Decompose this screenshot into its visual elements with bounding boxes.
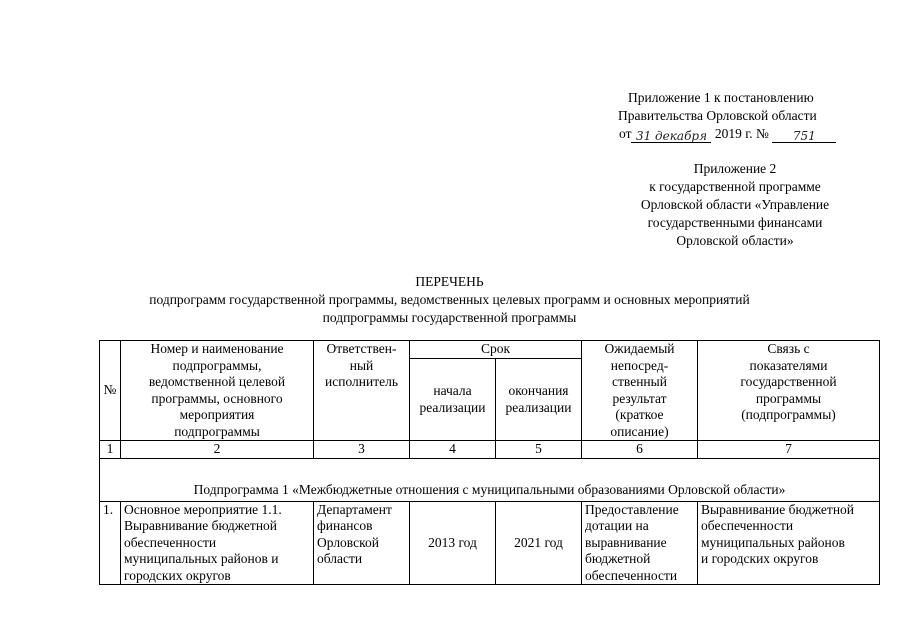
document-title (0, 273, 899, 327)
header-result-line: (краткое (615, 407, 664, 422)
header-link-line: Связь с (767, 341, 810, 356)
row-end: 2021 год (496, 501, 582, 585)
header-responsible (314, 341, 410, 441)
title-heading: ПЕРЕЧЕНЬ (415, 274, 484, 289)
header-name-line: мероприятия (179, 407, 255, 422)
row-name-line: муниципальных районов и (124, 551, 279, 566)
col-number: 3 (314, 441, 410, 459)
row-responsible-line: Орловской (317, 534, 379, 550)
row-name-line: обеспеченности (124, 534, 217, 550)
appendix-2-line-5: Орловской области» (676, 233, 794, 248)
row-name (121, 501, 314, 585)
header-start-line: начала (433, 383, 472, 398)
order-date: 31 декабря (631, 127, 711, 143)
row-link-line: и городских округов (701, 551, 819, 566)
row-link-line: Выравнивание бюджетной (701, 501, 855, 517)
row-result-line: бюджетной (585, 551, 651, 566)
header-name-line: подпрограммы, (172, 357, 262, 373)
appendix-2-block (610, 160, 860, 250)
title-line-2: подпрограммы государственной программы (322, 310, 577, 325)
col-number: 5 (496, 441, 582, 459)
subprogram-row (100, 458, 880, 501)
row-responsible-line: финансов (317, 518, 373, 533)
title-line-1: подпрограмм государственной программы, ведомственных целевых программ и основных мероприятий (149, 292, 750, 307)
header-link-line: программы (755, 390, 822, 406)
header-responsible-line: ный (349, 357, 374, 373)
header-result (582, 341, 698, 441)
header-responsible-line: исполнитель (325, 374, 398, 389)
row-responsible-line: области (317, 551, 363, 566)
row-result (582, 501, 698, 585)
order-line (604, 125, 864, 143)
header-end-line: окончания (508, 383, 569, 398)
program-table (99, 340, 880, 585)
header-result-line: описание) (610, 423, 669, 439)
appendix-2-line-1: Приложение 2 (693, 161, 777, 176)
col-number: 4 (410, 441, 496, 459)
row-responsible (314, 501, 410, 585)
row-name-line: Выравнивание бюджетной (124, 518, 278, 533)
appendix-2-line-2: к государственной программе (649, 179, 821, 194)
header-link-line: государственной (740, 374, 837, 389)
row-start: 2013 год (410, 501, 496, 585)
header-result-line: ственный (612, 374, 667, 389)
header-result-line: результат (612, 390, 667, 406)
row-result-line: выравнивание (585, 534, 667, 550)
header-link-line: показателями (749, 357, 828, 373)
header-responsible-line: Ответствен- (326, 341, 397, 356)
header-row-1 (100, 341, 880, 359)
header-result-line: Ожидаемый (604, 341, 675, 356)
header-name-line: Номер и наименование (150, 341, 284, 356)
header-start (410, 359, 496, 441)
appendix-2-line-4: государственными финансами (647, 215, 823, 230)
col-number: 7 (698, 441, 880, 459)
column-numbers-row (100, 441, 880, 459)
header-name-line: программы, основного (151, 390, 283, 406)
row-result-line: дотации на (585, 518, 649, 533)
header-link (698, 341, 880, 441)
header-num: № (100, 341, 121, 441)
appendix-1-line-1: Приложение 1 к постановлению (628, 90, 814, 105)
order-year: 2019 г. № (714, 126, 769, 141)
header-name-line: подпрограммы (174, 423, 260, 439)
header-name (121, 341, 314, 441)
row-link-line: обеспеченности (701, 518, 794, 533)
row-link (698, 501, 880, 585)
appendix-1-line-2: Правительства Орловской области (618, 108, 817, 123)
row-name-line: городских округов (124, 567, 231, 583)
col-number: 1 (100, 441, 121, 459)
row-result-line: Предоставление (585, 501, 679, 517)
row-num: 1. (100, 501, 121, 585)
col-number: 2 (121, 441, 314, 459)
header-result-line: непосред- (610, 357, 669, 373)
header-term: Срок (410, 341, 582, 359)
row-name-line: Основное мероприятие 1.1. (124, 501, 282, 517)
appendix-2-line-3: Орловской области «Управление (640, 197, 830, 212)
appendix-1-block (604, 89, 864, 143)
subprogram-title: Подпрограмма 1 «Межбюджетные отношения с муниципальными образованиями Орловской области» (100, 458, 880, 501)
table-row (100, 501, 880, 585)
order-number: 751 (772, 127, 836, 143)
col-number: 6 (582, 441, 698, 459)
row-responsible-line: Департамент (317, 501, 392, 517)
header-end-line: реализации (505, 399, 572, 415)
row-link-line: муниципальных районов (701, 534, 845, 550)
header-link-line: (подпрограммы) (741, 407, 836, 422)
header-start-line: реализации (419, 399, 486, 415)
header-end (496, 359, 582, 441)
header-name-line: ведомственной целевой (148, 374, 286, 389)
order-prefix: от (619, 126, 632, 141)
row-result-line: обеспеченности (585, 567, 678, 583)
